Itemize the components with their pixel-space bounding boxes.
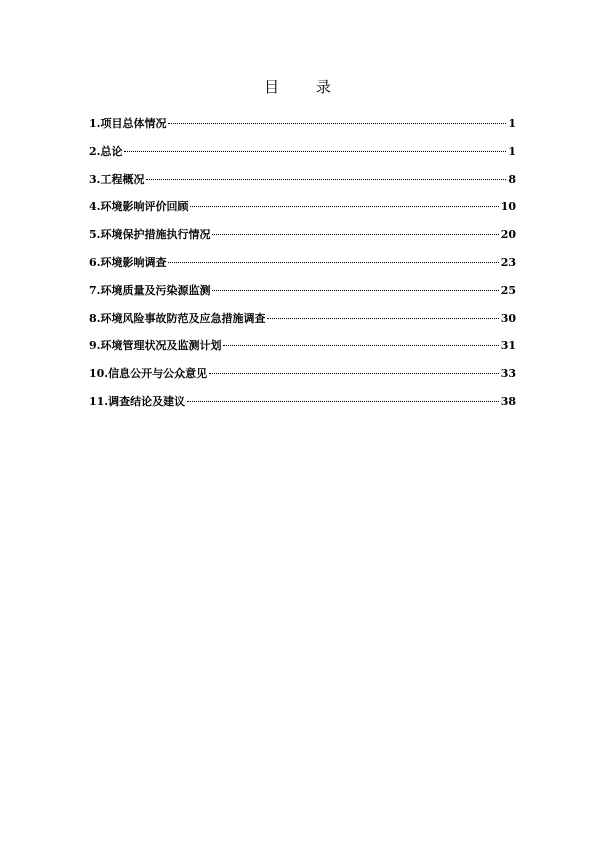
toc-entry-page-number: 38 [500, 394, 516, 408]
toc-dot-leader [212, 290, 498, 291]
toc-entry-label: 1.项目总体情况 [89, 117, 167, 130]
toc-entry-label: 7.环境质量及污染源监测 [89, 283, 211, 297]
toc-entry[interactable] [89, 366, 516, 394]
toc-dot-leader [146, 179, 506, 180]
toc-entry-page-number: 33 [500, 367, 516, 381]
toc-entry-label: 6.环境影响调查 [89, 255, 167, 269]
toc-entry[interactable] [89, 311, 516, 339]
toc-entry-page-number: 25 [500, 283, 516, 297]
toc-dot-leader [190, 206, 498, 207]
toc-dot-leader [212, 234, 498, 235]
toc-dot-leader [187, 401, 499, 402]
toc-entry-page-number: 1 [508, 144, 516, 158]
toc-entry-page-number: 10 [500, 200, 516, 214]
toc-entry[interactable] [89, 144, 516, 172]
toc-entry-page-number: 31 [500, 339, 516, 353]
toc-dot-leader [168, 123, 506, 124]
toc-entry-page-number: 20 [500, 228, 516, 242]
toc-entry-label: 4.环境影响评价回顾 [89, 200, 189, 214]
toc-entry-page-number: 8 [508, 172, 516, 186]
toc-entry[interactable] [89, 116, 516, 144]
toc-entry-label: 8.环境风险事故防范及应急措施调查 [89, 311, 266, 325]
toc-dot-leader [223, 345, 498, 346]
toc-entry-label: 10.信息公开与公众意见 [89, 367, 208, 381]
toc-dot-leader [267, 318, 498, 319]
toc-entry[interactable] [89, 172, 516, 200]
toc-entry[interactable] [89, 199, 516, 227]
toc-entry-label: 3.工程概况 [89, 172, 145, 186]
toc-entry[interactable] [89, 283, 516, 311]
toc-entry-page-number: 30 [500, 311, 516, 325]
toc-entry-page-number: 23 [500, 255, 516, 269]
toc-dot-leader [209, 373, 499, 374]
toc-entry[interactable] [89, 338, 516, 366]
toc-list [89, 116, 516, 422]
toc-dot-leader [124, 151, 506, 152]
toc-entry-page-number: 1 [508, 117, 516, 130]
toc-title: 目 录 [264, 78, 347, 96]
toc-entry[interactable] [89, 394, 516, 422]
toc-entry-label: 5.环境保护措施执行情况 [89, 228, 211, 242]
toc-entry-label: 9.环境管理状况及监测计划 [89, 339, 222, 353]
toc-entry[interactable] [89, 255, 516, 283]
toc-dot-leader [168, 262, 498, 263]
toc-entry[interactable] [89, 227, 516, 255]
toc-entry-label: 11.调查结论及建议 [89, 394, 186, 408]
toc-entry-label: 2.总论 [89, 144, 123, 158]
